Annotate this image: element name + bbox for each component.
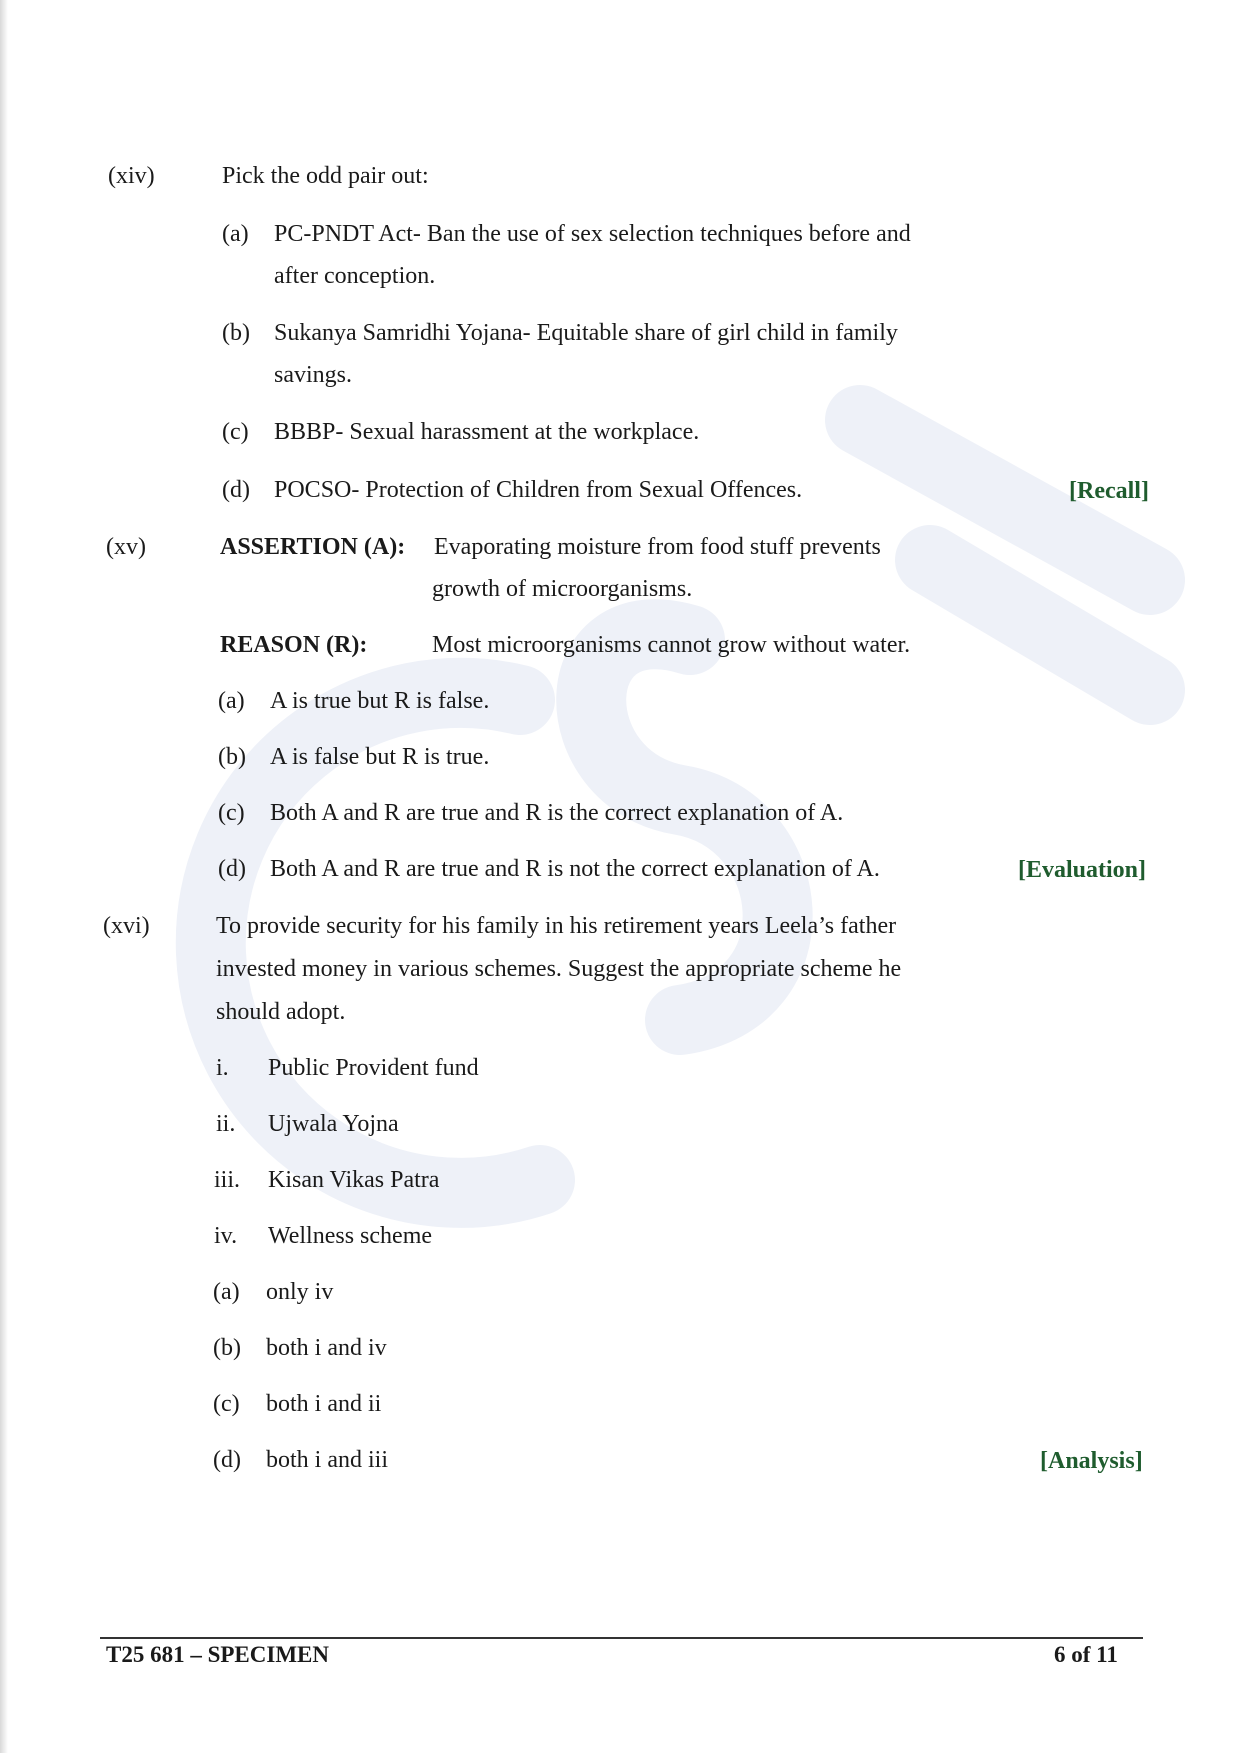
option-text: only iv <box>266 1279 334 1305</box>
assertion-label: ASSERTION (A): <box>220 534 406 560</box>
item-label: ii. <box>216 1111 236 1137</box>
bloom-tag: [Analysis] <box>1040 1448 1143 1474</box>
question-stem-cont: should adopt. <box>216 999 346 1025</box>
option-label: (a) <box>218 688 245 714</box>
question-number: (xvi) <box>103 913 150 939</box>
question-number: (xv) <box>106 534 146 560</box>
option-label: (b) <box>222 320 250 346</box>
option-label: (a) <box>213 1279 240 1305</box>
option-text: POCSO- Protection of Children from Sexual Offences. <box>274 477 803 503</box>
item-text: Ujwala Yojna <box>268 1111 399 1137</box>
option-label: (c) <box>218 800 245 826</box>
item-label: iii. <box>214 1167 241 1193</box>
item-text: Kisan Vikas Patra <box>268 1167 440 1193</box>
bloom-tag: [Recall] <box>1069 478 1149 504</box>
option-text: Sukanya Samridhi Yojana- Equitable share of girl child in family <box>274 320 898 346</box>
option-label: (b) <box>213 1335 241 1361</box>
option-label: (d) <box>218 856 246 882</box>
option-text: both i and ii <box>266 1391 382 1417</box>
assertion-text-cont: growth of microorganisms. <box>432 576 693 602</box>
reason-label: REASON (R): <box>220 632 368 658</box>
option-text: A is true but R is false. <box>270 688 490 714</box>
option-text-cont: savings. <box>274 362 352 388</box>
option-label: (b) <box>218 744 246 770</box>
item-label: iv. <box>214 1223 238 1249</box>
item-text: Public Provident fund <box>268 1055 479 1081</box>
option-label: (c) <box>222 419 249 445</box>
page-edge <box>0 0 8 1753</box>
option-label: (c) <box>213 1391 240 1417</box>
option-text: both i and iv <box>266 1335 387 1361</box>
option-label: (a) <box>222 221 249 247</box>
option-text: A is false but R is true. <box>270 744 490 770</box>
paper-code: T25 681 – SPECIMEN <box>106 1642 329 1667</box>
option-text: PC-PNDT Act- Ban the use of sex selection techniques before and <box>274 221 911 247</box>
option-text-cont: after conception. <box>274 263 436 289</box>
option-text: both i and iii <box>266 1447 388 1473</box>
question-stem-cont: invested money in various schemes. Suggest the appropriate scheme he <box>216 956 902 982</box>
item-text: Wellness scheme <box>268 1223 433 1249</box>
reason-text: Most microorganisms cannot grow without water. <box>432 632 911 658</box>
question-stem: Pick the odd pair out: <box>222 163 429 189</box>
item-label: i. <box>216 1055 229 1081</box>
assertion-text: Evaporating moisture from food stuff prevents <box>434 534 881 560</box>
footer-divider <box>100 1637 1143 1639</box>
option-text: Both A and R are true and R is the correct explanation of A. <box>270 800 844 826</box>
page-number: 6 of 11 <box>1054 1642 1118 1667</box>
bloom-tag: [Evaluation] <box>1018 857 1147 883</box>
option-text: BBBP- Sexual harassment at the workplace. <box>274 419 700 445</box>
question-stem: To provide security for his family in his retirement years Leela’s father <box>216 913 897 939</box>
option-text: Both A and R are true and R is not the correct explanation of A. <box>270 856 880 882</box>
question-number: (xiv) <box>108 163 155 189</box>
option-label: (d) <box>222 477 250 503</box>
option-label: (d) <box>213 1447 241 1473</box>
